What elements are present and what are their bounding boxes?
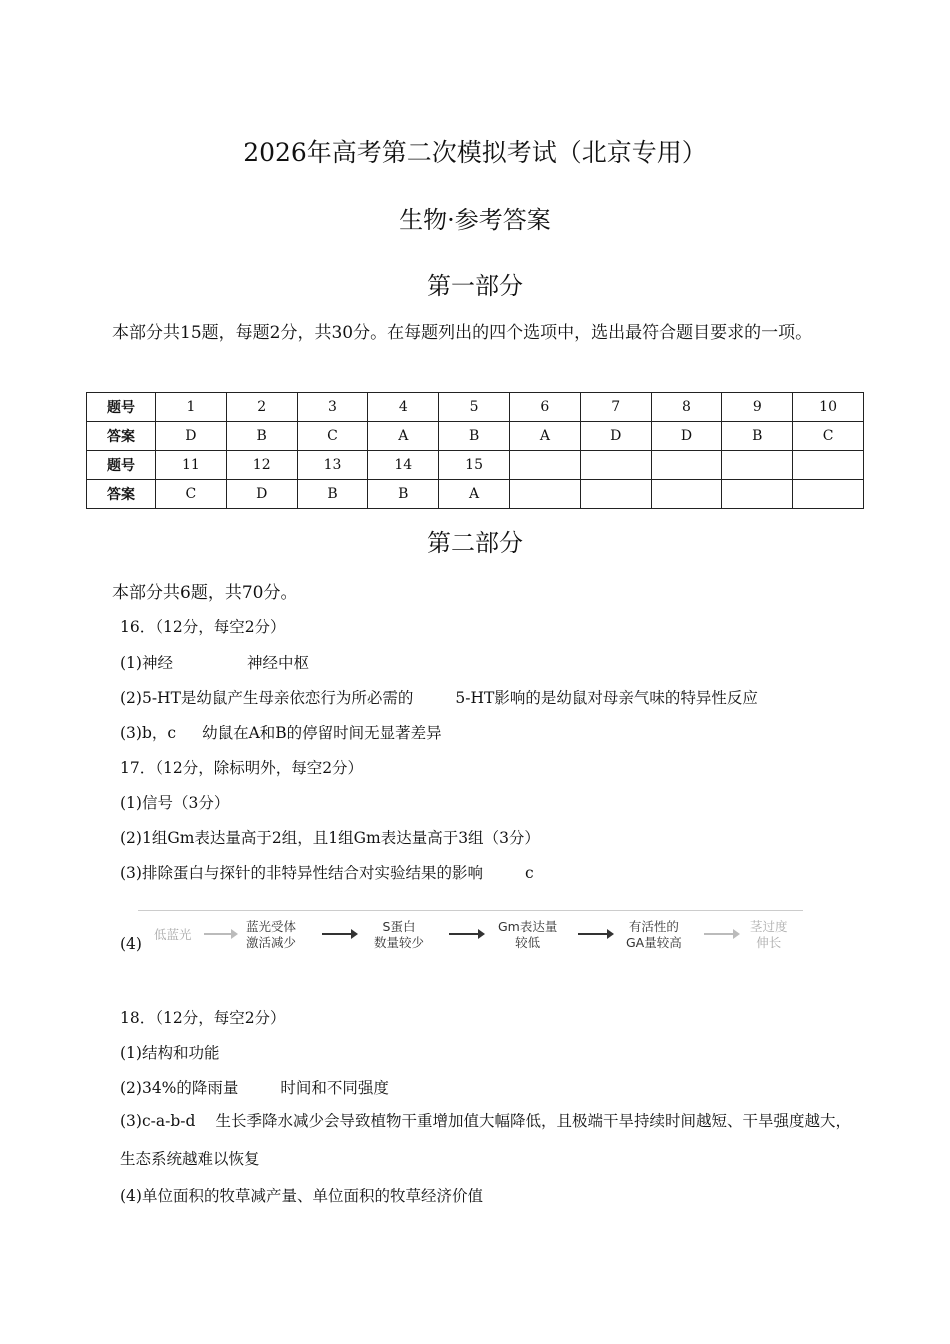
table-cell: C [297, 422, 368, 451]
table-cell: 15 [439, 451, 510, 480]
flow-node-5: 有活性的 GA量较高 [626, 919, 682, 950]
q16-header: 16．（12分，每空2分） [120, 618, 286, 636]
flow-node-3: S蛋白 数量较少 [374, 919, 425, 950]
flow-node-4: Gm表达量 较低 [498, 919, 558, 950]
table-row [87, 480, 864, 509]
table-cell: 11 [156, 451, 227, 480]
table-row [87, 393, 864, 422]
table-cell [651, 480, 722, 509]
flow-node-1: 低蓝光 [154, 927, 192, 942]
table-cell [580, 480, 651, 509]
table-cell: B [722, 422, 793, 451]
table-row-label: 答案 [87, 480, 156, 509]
q18-answer-3 [120, 1102, 865, 1178]
q18-header: 18．（12分，每空2分） [120, 1009, 286, 1027]
table-cell: B [439, 422, 510, 451]
table-row [87, 451, 864, 480]
table-cell [722, 451, 793, 480]
q18-answer-2 [120, 1076, 389, 1098]
table-cell: 6 [509, 393, 580, 422]
q17-answer-3a: (3)排除蛋白与探针的非特异性结合对实验结果的影响 [120, 864, 483, 882]
table-cell: D [156, 422, 227, 451]
table-cell: 5 [439, 393, 510, 422]
table-cell: B [297, 480, 368, 509]
part1-heading: 第一部分 [427, 272, 523, 300]
table-cell: A [439, 480, 510, 509]
flow-arrow-3 [449, 933, 483, 935]
q17-answer-2: (2)1组Gm表达量高于2组，且1组Gm表达量高于3组（3分） [120, 829, 540, 847]
flow-arrow-4 [578, 933, 612, 935]
flow-arrow-2 [322, 933, 356, 935]
table-cell: 7 [580, 393, 651, 422]
part2-intro: 本部分共6题，共70分。 [112, 583, 298, 603]
table-cell: C [156, 480, 227, 509]
table-cell: 12 [226, 451, 297, 480]
table-cell: A [509, 422, 580, 451]
q16-answer-2 [120, 686, 758, 708]
q16-answer-1 [120, 651, 309, 673]
table-cell [722, 480, 793, 509]
table-cell: C [793, 422, 864, 451]
flow-arrow-5 [704, 933, 738, 935]
q16-answer-1b: 神经中枢 [246, 654, 309, 672]
table-cell: B [226, 422, 297, 451]
table-cell: D [580, 422, 651, 451]
table-cell [509, 480, 580, 509]
table-cell: 1 [156, 393, 227, 422]
q17-answer-1: (1)信号（3分） [120, 794, 230, 812]
q17-answer-4-label: (4) [120, 935, 142, 953]
table-cell: 3 [297, 393, 368, 422]
q16-answer-3b: 幼鼠在A和B的停留时间无显著差异 [202, 724, 442, 742]
flow-node-6: 茎过度 伸长 [750, 919, 788, 950]
q18-answer-2b: 时间和不同强度 [280, 1079, 389, 1097]
table-cell: 2 [226, 393, 297, 422]
q18-answer-3a: (3)c-a-b-d [120, 1112, 196, 1130]
table-cell: D [651, 422, 722, 451]
table-cell [509, 451, 580, 480]
table-cell [651, 451, 722, 480]
q17-header: 17．（12分，除标明外，每空2分） [120, 759, 364, 777]
table-cell [793, 451, 864, 480]
table-cell: D [226, 480, 297, 509]
document-subtitle: 生物·参考答案 [399, 206, 551, 234]
table-row-label: 题号 [87, 451, 156, 480]
table-cell [793, 480, 864, 509]
table-cell: A [368, 422, 439, 451]
q16-answer-1a: (1)神经 [120, 654, 173, 672]
table-row-label: 题号 [87, 393, 156, 422]
q18-answer-3b: 生长季降水减少会导致植物干重增加值大幅降低，且极端干旱持续时间越短、干旱强度越大，生态系统越难以恢复 [120, 1112, 851, 1168]
table-cell: 4 [368, 393, 439, 422]
table-row [87, 422, 864, 451]
part1-intro: 本部分共15题，每题2分，共30分。在每题列出的四个选项中，选出最符合题目要求的一项。 [112, 323, 813, 343]
answer-table [86, 392, 864, 509]
q18-answer-4: (4)单位面积的牧草减产量、单位面积的牧草经济价值 [120, 1187, 483, 1205]
q16-answer-3a: (3)b，c [120, 724, 177, 742]
q16-answer-2a: (2)5-HT是幼鼠产生母亲依恋行为所必需的 [120, 689, 414, 707]
table-cell: 13 [297, 451, 368, 480]
q18-answer-2a: (2)34%的降雨量 [120, 1079, 239, 1097]
q17-answer-3 [120, 861, 534, 883]
flow-arrow-1 [204, 933, 236, 935]
table-cell: 8 [651, 393, 722, 422]
table-cell [580, 451, 651, 480]
table-cell: 10 [793, 393, 864, 422]
part2-heading: 第二部分 [427, 529, 523, 557]
q17-flow-diagram [138, 910, 803, 953]
table-cell: B [368, 480, 439, 509]
q16-answer-2b: 5-HT影响的是幼鼠对母亲气味的特异性反应 [455, 689, 758, 707]
q17-answer-3b: c [524, 864, 534, 882]
q16-answer-3 [120, 721, 442, 743]
table-cell: 14 [368, 451, 439, 480]
q18-answer-1: (1)结构和功能 [120, 1044, 220, 1062]
table-cell: 9 [722, 393, 793, 422]
flow-node-2: 蓝光受体 激活减少 [246, 919, 297, 950]
document-title: 2026年高考第二次模拟考试（北京专用） [243, 138, 707, 167]
table-row-label: 答案 [87, 422, 156, 451]
